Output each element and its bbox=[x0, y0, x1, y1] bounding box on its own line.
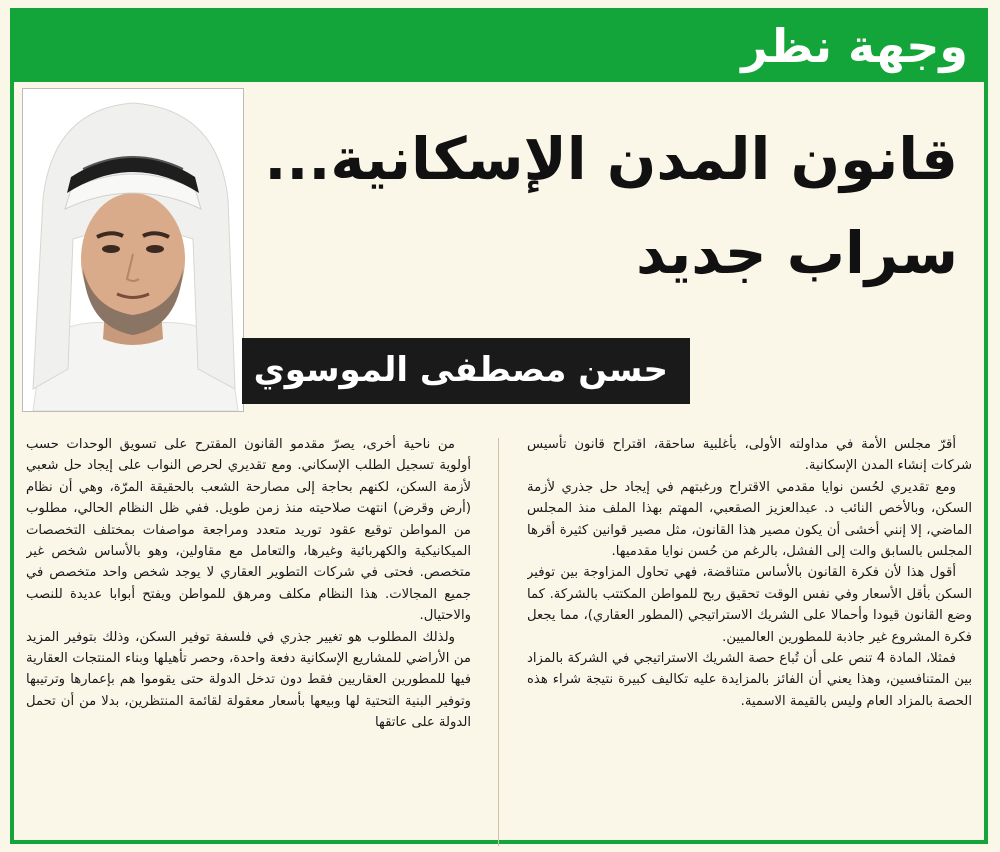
article-frame bbox=[10, 8, 988, 844]
headline-line-1: قانون المدن الإسكانية... bbox=[264, 125, 958, 193]
body-column-left bbox=[26, 434, 471, 848]
paragraph: أقرّ مجلس الأمة في مداولته الأولى، بأغلبية ساحقة، اقتراح قانون تأسيس شركات إنشاء المدن الإسكانية. bbox=[527, 437, 972, 474]
paragraph: ومع تقديري لحُسن نوايا مقدمي الاقتراح ورغبتهم في إيجاد حل جذري لأزمة السكن، وبالأخص النائب د. عبدالعزيز الصقعبي، المهتم بهذا الملف منذ المجلس الماضي، إلا إنني أخشى أن يكون مصير هذا القانون، مثل مصير قوانين كثيرة أقرها المجلس بالسابق والت إلى الفشل، بالرغم من حُسن نوايا مقدميها. bbox=[527, 479, 972, 560]
article-headline bbox=[258, 112, 958, 300]
author-name: حسن مصطفى الموسوي bbox=[253, 350, 668, 390]
paragraph: ولذلك المطلوب هو تغيير جذري في فلسفة توفير السكن، وذلك بتوفير المزيد من الأراضي للمشاريع الإسكانية دفعة واحدة، وحصر تأهيلها وبناء المنتجات العقارية فيها للمطورين العقاريين فقط دون تدخل الدولة حتى يقوموا هم بإعمارها وترتيبها وتوفير البنية التحتية لها وبيعها بأسعار معقولة لقائمة المنتظرين، بدلا من أن تحمل الدولة على عاتقها bbox=[26, 629, 471, 731]
headline-line-2: سراب جديد bbox=[635, 219, 958, 287]
author-portrait-image bbox=[23, 89, 243, 411]
paragraph: فمثلا، المادة 4 تنص على أن تُباع حصة الشريك الاستراتيجي في الشركة بالمزاد بين المتنافسين، وهذا يعني أن الفائز بالمزايدة عليه تكاليف كبيرة نتيجة شراء هذه الحصة بالمزاد العام وليس بالقيمة الاسمية. bbox=[527, 651, 972, 709]
author-name-bar bbox=[242, 338, 690, 404]
paragraph: من ناحية أخرى، يصرّ مقدمو القانون المقترح على تسويق الوحدات حسب أولوية تسجيل الطلب الإسكاني. ومع تقديري لحرص النواب على إيجاد حل شعبي لأزمة السكن، لكنهم بحاجة إلى مصارحة الشعب بالحقيقة المرّة، وهي أن نظام (أرض وقرض) انتهت صلاحيته منذ زمن طويل. ففي ظل النظام الحالي، مطلوب من المواطن توقيع عقود توريد متعدد ومراجعة مواصفات بمختلف التخصصات الميكانيكية والكهربائية وغيرها، والتعامل مع مقاولين، وهو بالأساس شخص غير متخصص. فحتى في شركات التطوير العقاري لا يوجد شخص واحد متخصص في جميع المجالات. هذا النظام مكلف ومرهق للمواطن ويفتح أبوابا عديدة للنصب والاحتيال. bbox=[26, 437, 471, 624]
section-label: وجهة نظر bbox=[741, 19, 968, 73]
body-column-right bbox=[527, 434, 972, 848]
article-body bbox=[14, 434, 984, 848]
section-banner bbox=[14, 12, 984, 82]
paragraph: أقول هذا لأن فكرة القانون بالأساس متناقضة، فهي تحاول المزاوجة بين توفير السكن بأقل الأسعار وفي نفس الوقت تحقيق ربح للمواطن المكتتب بالشركة. كما وضع القانون قيودا وأحمالا على الشريك الاستراتيجي (المطور العقاري)، مما يجعل فكرة المشروع غير جاذبة للمطورين العالميين. bbox=[527, 565, 972, 645]
author-photo bbox=[22, 88, 244, 412]
